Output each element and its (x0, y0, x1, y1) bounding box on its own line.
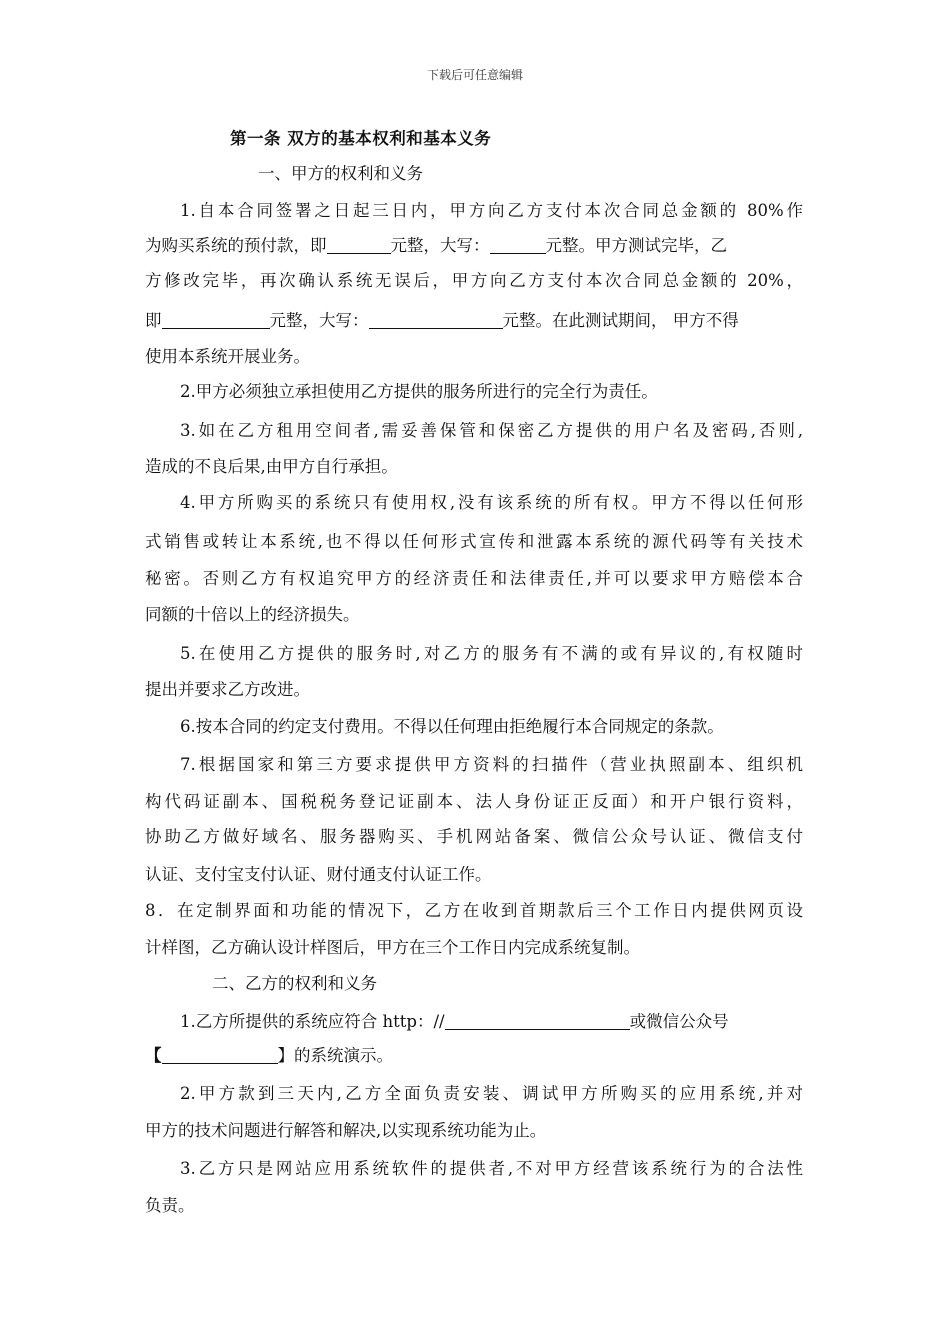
clause-a3-line2: 造成的不良后果,由甲方自行承担。 (145, 457, 398, 476)
clause-a1-text: 即 (145, 311, 162, 330)
clause-a8-line1: 8．在定制界面和功能的情况下，乙方在收到首期款后三个工作日内提供网页设 (145, 901, 803, 920)
clause-b3-line1: 3.乙方只是网站应用系统软件的提供者,不对甲方经营该系统行为的合法性 (180, 1159, 803, 1178)
clause-a1-text: 元整。甲方测试完毕，乙 (545, 236, 727, 255)
clause-a1-text: 为购买系统的预付款，即 (145, 236, 327, 255)
page-header: 下载后可任意编辑 (426, 68, 523, 82)
clause-a3-line1: 3.如在乙方租用空间者,需妥善保管和保密乙方提供的用户名及密码,否则, (180, 421, 803, 440)
clause-a1-line5: 使用本系统开展业务。 (145, 347, 310, 366)
clause-a4-line4: 同额的十倍以上的经济损失。 (145, 605, 360, 624)
clause-a5-line1: 5.在使用乙方提供的服务时,对乙方的服务有不满的或有异议的,有权随时 (180, 644, 803, 663)
clause-a1-text: 元整，大写： (390, 236, 490, 255)
bracket-open: 【 (145, 1046, 162, 1065)
clause-b1-line2 (145, 1045, 393, 1067)
clause-b1-text: 】的系统演示。 (277, 1046, 393, 1065)
clause-b2-line1: 2.甲方款到三天内,乙方全面负责安装、调试甲方所购买的应用系统,并对 (180, 1084, 803, 1103)
amount-words-blank-2 (369, 312, 503, 329)
clause-a1-line3: 方修改完毕，再次确认系统无误后，甲方向乙方支付本次合同总金额的 20%， (145, 271, 803, 290)
amount-blank-2 (162, 312, 270, 329)
clause-a4-line3: 秘密。否则乙方有权追究甲方的经济责任和法律责任,并可以要求甲方赔偿本合 (145, 569, 803, 588)
amount-words-blank-1 (490, 237, 546, 254)
url-blank (445, 1013, 630, 1030)
clause-a1-line2 (145, 235, 803, 257)
section-heading-party-a: 一、甲方的权利和义务 (258, 164, 423, 183)
clause-b1-line1 (180, 1011, 729, 1033)
article-title: 第一条 双方的基本权利和基本义务 (230, 129, 492, 148)
clause-a8-line2: 计样图，乙方确认设计样图后，甲方在三个工作日内完成系统复制。 (145, 938, 640, 957)
clause-a4-line2: 式销售或转让本系统,也不得以任何形式宣传和泄露本系统的源代码等有关技术 (145, 532, 803, 551)
clause-b2-line2: 甲方的技术问题进行解答和解决,以实现系统功能为止。 (145, 1121, 547, 1140)
clause-a1-line1: 1.自本合同签署之日起三日内，甲方向乙方支付本次合同总金额的 80%作 (180, 201, 803, 220)
clause-a1-line4 (145, 310, 803, 332)
clause-a1-text: 元整，大写： (269, 311, 369, 330)
clause-b1-text: 1.乙方所提供的系统应符合 http：// (180, 1012, 445, 1031)
clause-a7-line3: 协助乙方做好域名、服务器购买、手机网站备案、微信公众号认证、微信支付 (145, 827, 803, 846)
wechat-account-blank (162, 1047, 278, 1064)
clause-a7-line1: 7.根据国家和第三方要求提供甲方资料的扫描件（营业执照副本、组织机 (180, 755, 803, 774)
clause-a7-line4: 认证、支付宝支付认证、财付通支付认证工作。 (145, 865, 492, 884)
clause-a1-text: 元整。在此测试期间， 甲方不得 (502, 311, 739, 330)
clause-b3-line2: 负责。 (145, 1196, 195, 1215)
amount-blank-1 (327, 237, 391, 254)
clause-a6: 6.按本合同的约定支付费用。不得以任何理由拒绝履行本合同规定的条款。 (180, 717, 724, 736)
clause-a5-line2: 提出并要求乙方改进。 (145, 680, 310, 699)
clause-a7-line2: 构代码证副本、国税税务登记证副本、法人身份证正反面）和开户银行资料， (145, 792, 803, 811)
clause-a2: 2.甲方必须独立承担使用乙方提供的服务所进行的完全行为责任。 (180, 382, 658, 401)
clause-a4-line1: 4.甲方所购买的系统只有使用权,没有该系统的所有权。甲方不得以任何形 (180, 493, 803, 512)
section-heading-party-b: 二、乙方的权利和义务 (212, 974, 377, 993)
clause-b1-text: 或微信公众号 (629, 1012, 729, 1031)
